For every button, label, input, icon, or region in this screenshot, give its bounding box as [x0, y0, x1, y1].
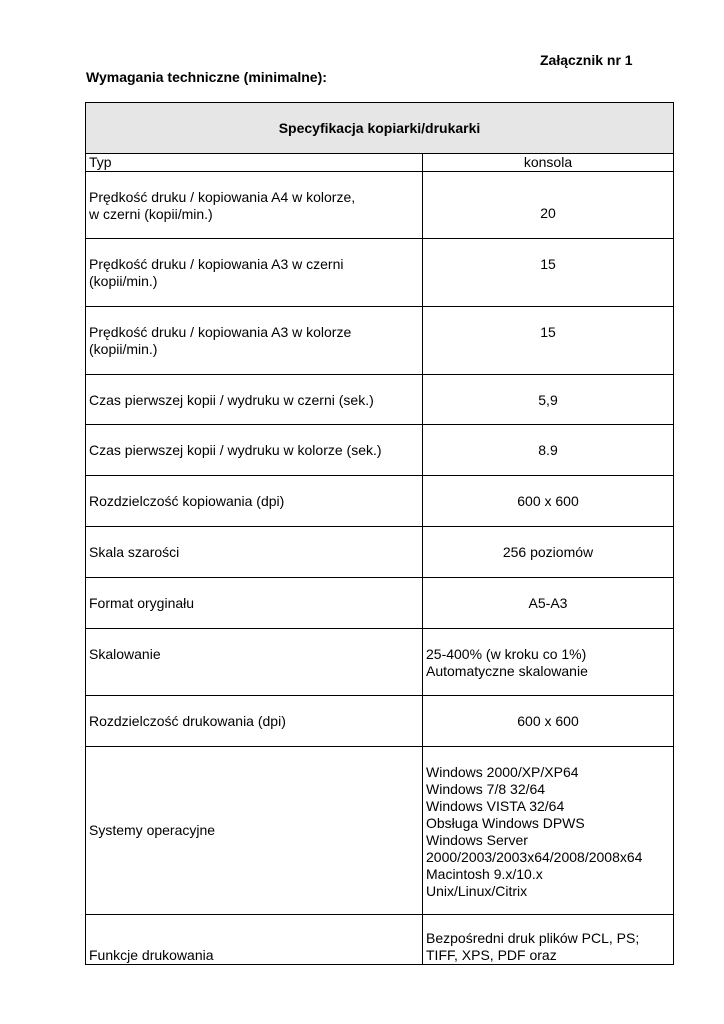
row-value-grayscale: 256 poziomów	[423, 527, 674, 578]
table-row	[86, 307, 674, 375]
row-label-grayscale: Skala szarości	[86, 527, 423, 578]
table-row	[86, 578, 674, 629]
table-row	[86, 154, 674, 172]
table-row	[86, 476, 674, 527]
table-row	[86, 747, 674, 915]
row-label-original-format: Format oryginału	[86, 578, 423, 629]
row-value-print-resolution: 600 x 600	[423, 696, 674, 747]
row-label-type: Typ	[86, 154, 423, 172]
row-value-a3-color-speed: 15	[423, 307, 674, 375]
table-row	[86, 239, 674, 307]
table-row	[86, 629, 674, 696]
table-title: Specyfikacja kopiarki/drukarki	[86, 103, 674, 154]
row-label-print-functions: Funkcje drukowania	[86, 915, 423, 965]
attachment-number: Załącznik nr 1	[540, 52, 633, 68]
table-row	[86, 696, 674, 747]
row-value-first-copy-color: 8.9	[423, 425, 674, 476]
specification-table	[85, 102, 674, 965]
row-value-a4-speed: 20	[423, 172, 674, 239]
row-label-a3-black-speed: Prędkość druku / kopiowania A3 w czerni (kopii/min.)	[86, 239, 423, 307]
row-value-first-copy-black: 5,9	[423, 375, 674, 425]
table-row	[86, 172, 674, 239]
row-label-print-resolution: Rozdzielczość drukowania (dpi)	[86, 696, 423, 747]
requirements-heading: Wymagania techniczne (minimalne):	[86, 69, 327, 85]
row-label-copy-resolution: Rozdzielczość kopiowania (dpi)	[86, 476, 423, 527]
row-value-a3-black-speed: 15	[423, 239, 674, 307]
row-label-a3-color-speed: Prędkość druku / kopiowania A3 w kolorze (kopii/min.)	[86, 307, 423, 375]
row-label-operating-systems: Systemy operacyjne	[86, 747, 423, 915]
row-value-type: konsola	[423, 154, 674, 172]
row-value-scaling: 25-400% (w kroku co 1%) Automatyczne skalowanie	[423, 629, 674, 696]
row-value-operating-systems: Windows 2000/XP/XP64 Windows 7/8 32/64 Windows VISTA 32/64 Obsługa Windows DPWS Windows Server 2000/2003/2003x64/2008/2008x64 Macintosh 9.x/10.x Unix/Linux/Citrix	[423, 747, 674, 915]
row-label-scaling: Skalowanie	[86, 629, 423, 696]
row-value-print-functions: Bezpośredni druk plików PCL, PS; TIFF, XPS, PDF oraz	[423, 915, 674, 965]
table-row	[86, 915, 674, 965]
row-value-copy-resolution: 600 x 600	[423, 476, 674, 527]
row-value-original-format: A5-A3	[423, 578, 674, 629]
table-row	[86, 375, 674, 425]
table-row	[86, 527, 674, 578]
row-label-first-copy-black: Czas pierwszej kopii / wydruku w czerni (sek.)	[86, 375, 423, 425]
row-label-first-copy-color: Czas pierwszej kopii / wydruku w kolorze (sek.)	[86, 425, 423, 476]
table-header-row	[86, 103, 674, 154]
row-label-a4-speed: Prędkość druku / kopiowania A4 w kolorze, w czerni (kopii/min.)	[86, 172, 423, 239]
table-row	[86, 425, 674, 476]
